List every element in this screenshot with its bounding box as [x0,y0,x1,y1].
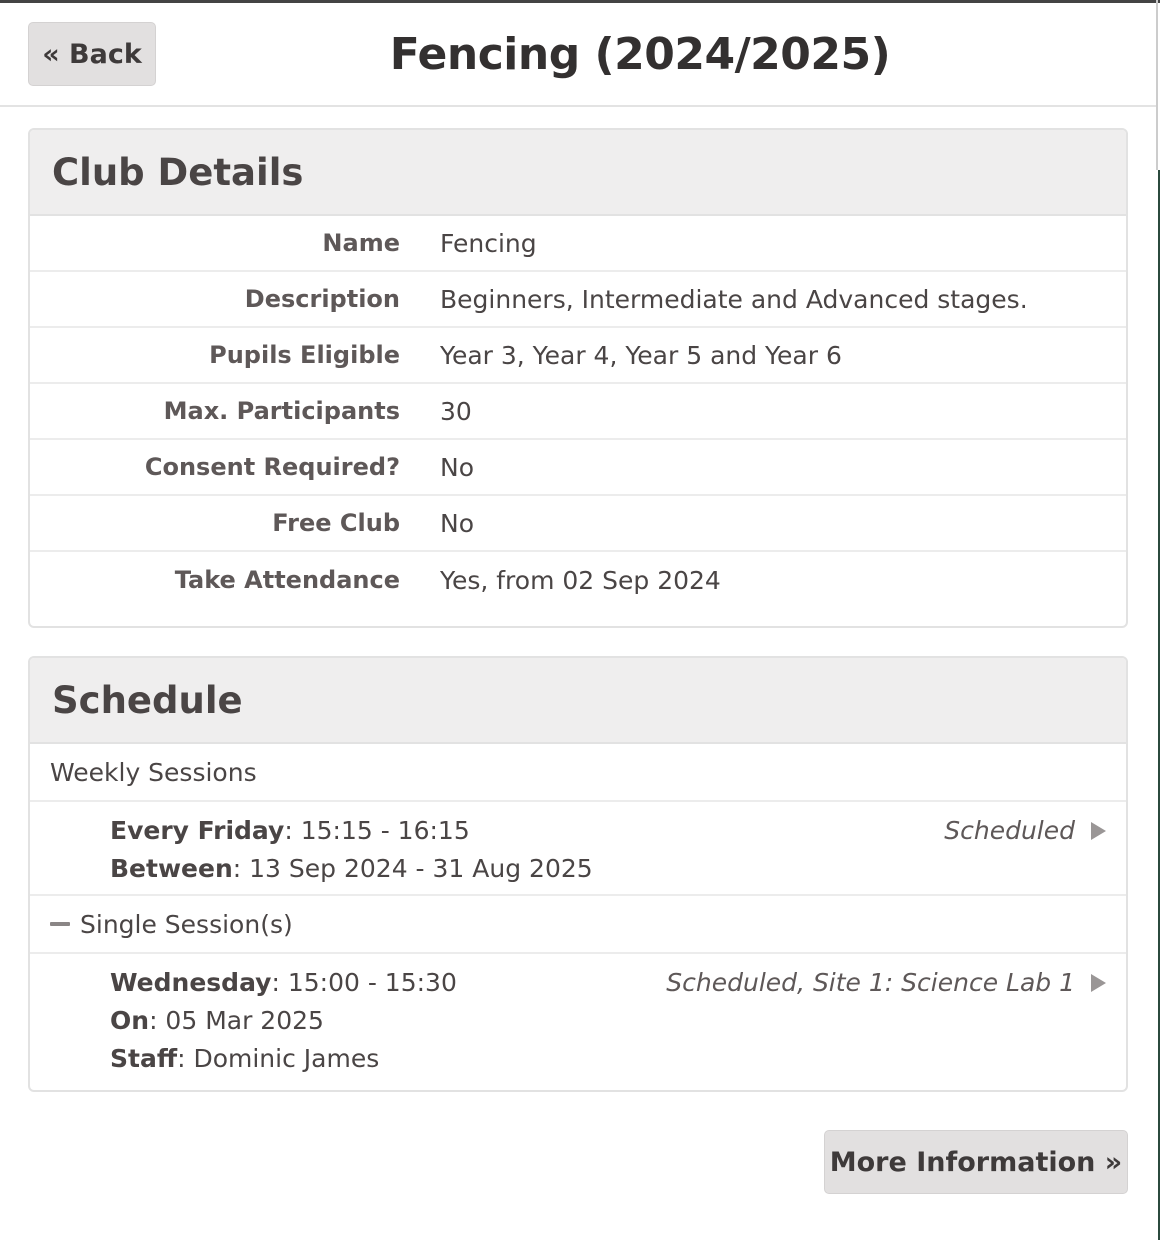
detail-value: Beginners, Intermediate and Advanced stages. [440,284,1028,314]
single-session-staff-line [110,1040,1126,1078]
single-sessions-label: Single Session(s) [80,909,293,939]
detail-label: Description [244,285,400,313]
between-value: : 13 Sep 2024 - 31 Aug 2025 [232,854,593,883]
staff-label: Staff [110,1044,178,1073]
single-session-status[interactable] [666,964,1106,1002]
weekly-session-between-line [110,850,1126,888]
weekly-sessions-header [30,744,1126,802]
schedule-heading: Schedule [30,658,1126,744]
single-time: : 15:00 - 15:30 [271,968,457,997]
minus-icon[interactable] [50,922,70,926]
detail-value: Fencing [440,228,537,258]
weekly-time: : 15:15 - 16:15 [284,816,470,845]
on-label: On [110,1006,150,1035]
weekly-session-row[interactable] [30,802,1126,896]
single-session-on-line [110,1002,1126,1040]
single-status-text: Scheduled, Site 1: Science Lab 1 [666,968,1075,997]
detail-value: Year 3, Year 4, Year 5 and Year 6 [440,340,842,370]
on-value: : 05 Mar 2025 [149,1006,324,1035]
page-title: Fencing (2024/2025) [389,29,891,80]
triangle-right-icon[interactable] [1091,974,1106,992]
page-header [0,3,1156,107]
weekly-status-text: Scheduled [944,816,1075,845]
staff-value: : Dominic James [177,1044,380,1073]
detail-value: No [440,508,474,538]
detail-row-pupils-eligible [30,328,1126,384]
detail-label: Name [322,229,400,257]
detail-label: Max. Participants [163,397,400,425]
weekly-day-label: Every Friday [110,816,285,845]
more-information-button[interactable]: More Information » [824,1130,1128,1194]
between-label: Between [110,854,233,883]
detail-value: Yes, from 02 Sep 2024 [440,565,721,595]
single-sessions-header[interactable] [30,896,1126,954]
detail-label: Pupils Eligible [209,341,400,369]
detail-row-name [30,216,1126,272]
detail-row-take-attendance [30,552,1126,608]
detail-row-free-club [30,496,1126,552]
triangle-right-icon[interactable] [1091,822,1106,840]
right-border [1156,0,1158,170]
single-sessions-toggle[interactable] [30,896,1126,952]
single-day-label: Wednesday [110,968,272,997]
detail-value: 30 [440,396,472,426]
detail-label: Take Attendance [174,566,400,594]
club-details-panel [28,128,1128,628]
detail-row-description [30,272,1126,328]
back-button[interactable]: « Back [28,22,156,86]
detail-row-consent-required [30,440,1126,496]
schedule-panel [28,656,1128,1092]
weekly-sessions-label: Weekly Sessions [50,757,257,787]
detail-label: Free Club [272,509,400,537]
detail-label: Consent Required? [144,453,400,481]
club-details-heading: Club Details [30,130,1126,216]
detail-value: No [440,452,474,482]
detail-row-max-participants [30,384,1126,440]
weekly-session-status[interactable] [944,812,1106,850]
single-session-row[interactable] [30,954,1126,1090]
